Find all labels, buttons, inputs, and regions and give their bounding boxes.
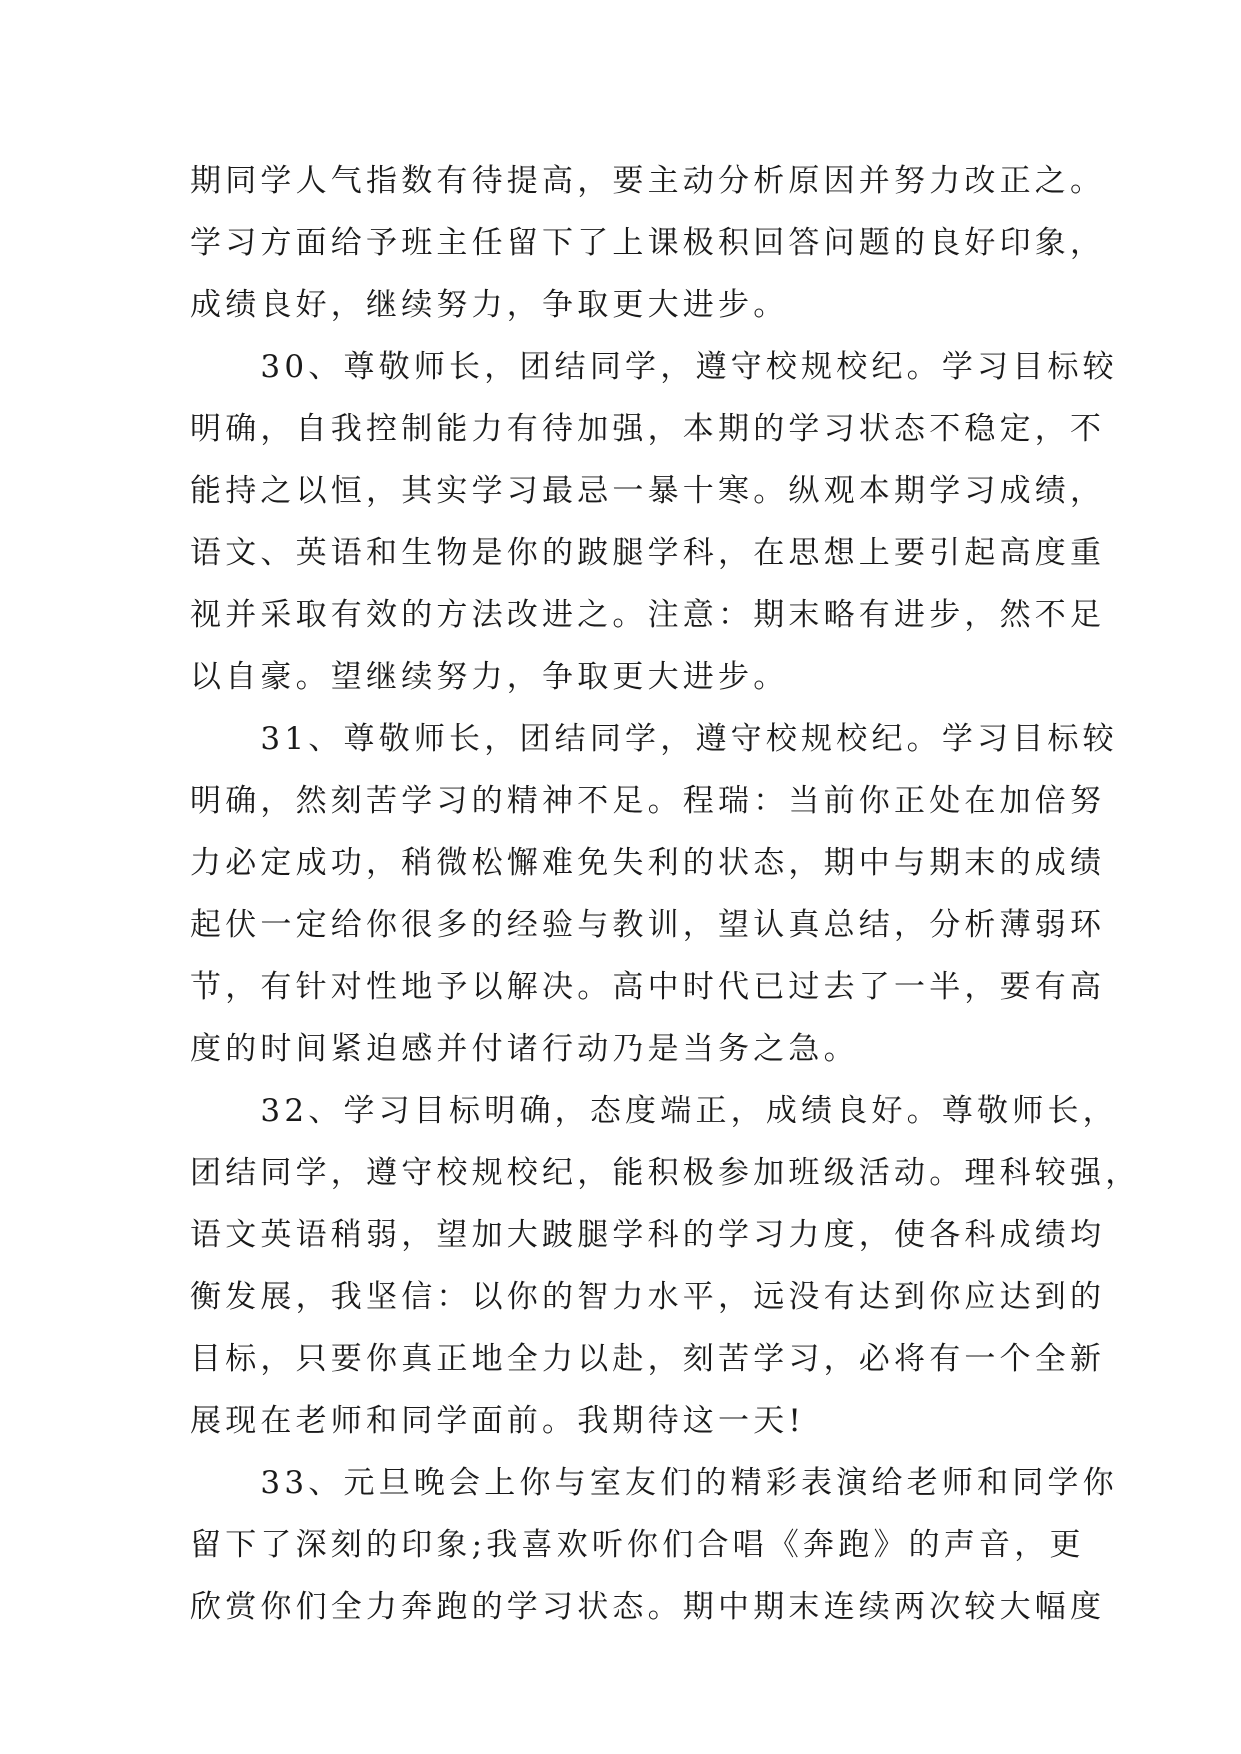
text-line: 语文英语稍弱，望加大跛腿学科的学习力度，使各科成绩均 xyxy=(190,1217,1106,1253)
text-line: 视并采取有效的方法改进之。注意：期末略有进步，然不足 xyxy=(190,597,1106,633)
text-line: 能持之以恒，其实学习最忌一暴十寒。纵观本期学习成绩， xyxy=(190,473,1106,509)
paragraph-33-start: 33、元旦晚会上你与室友们的精彩表演给老师和同学你 xyxy=(190,1465,1118,1501)
text-line: 衡发展，我坚信：以你的智力水平，远没有达到你应达到的 xyxy=(190,1279,1106,1315)
text-line: 欣赏你们全力奔跑的学习状态。期中期末连续两次较大幅度 xyxy=(190,1589,1106,1625)
text-line: 节，有针对性地予以解决。高中时代已过去了一半，要有高 xyxy=(190,969,1106,1005)
text-line: 成绩良好，继续努力，争取更大进步。 xyxy=(190,287,789,323)
text-line: 留下了深刻的印象;我喜欢听你们合唱《奔跑》的声音，更 xyxy=(190,1527,1085,1563)
text-line: 以自豪。望继续努力，争取更大进步。 xyxy=(190,659,789,695)
text-line: 起伏一定给你很多的经验与教训，望认真总结，分析薄弱环 xyxy=(190,907,1106,943)
text-line: 目标，只要你真正地全力以赴，刻苦学习，必将有一个全新 xyxy=(190,1341,1106,1377)
text-line: 团结同学，遵守校规校纪，能积极参加班级活动。理科较强， xyxy=(190,1155,1141,1191)
text-line: 语文、英语和生物是你的跛腿学科，在思想上要引起高度重 xyxy=(190,535,1106,571)
paragraph-31-start: 31、尊敬师长，团结同学，遵守校规校纪。学习目标较 xyxy=(190,721,1118,757)
text-line: 度的时间紧迫感并付诸行动乃是当务之急。 xyxy=(190,1031,859,1067)
paragraph-32-start: 32、学习目标明确，态度端正，成绩良好。尊敬师长， xyxy=(190,1093,1118,1129)
text-line: 明确，然刻苦学习的精神不足。程瑞：当前你正处在加倍努 xyxy=(190,783,1106,819)
text-line: 学习方面给予班主任留下了上课极积回答问题的良好印象， xyxy=(190,225,1106,261)
paragraph-30-start: 30、尊敬师长，团结同学，遵守校规校纪。学习目标较 xyxy=(190,349,1118,385)
document-body xyxy=(190,150,1141,1638)
text-line: 力必定成功，稍微松懈难免失利的状态，期中与期末的成绩 xyxy=(190,845,1106,881)
text-line: 期同学人气指数有待提高，要主动分析原因并努力改正之。 xyxy=(190,163,1106,199)
text-line: 展现在老师和同学面前。我期待这一天! xyxy=(190,1403,806,1439)
text-line: 明确，自我控制能力有待加强，本期的学习状态不稳定，不 xyxy=(190,411,1106,447)
